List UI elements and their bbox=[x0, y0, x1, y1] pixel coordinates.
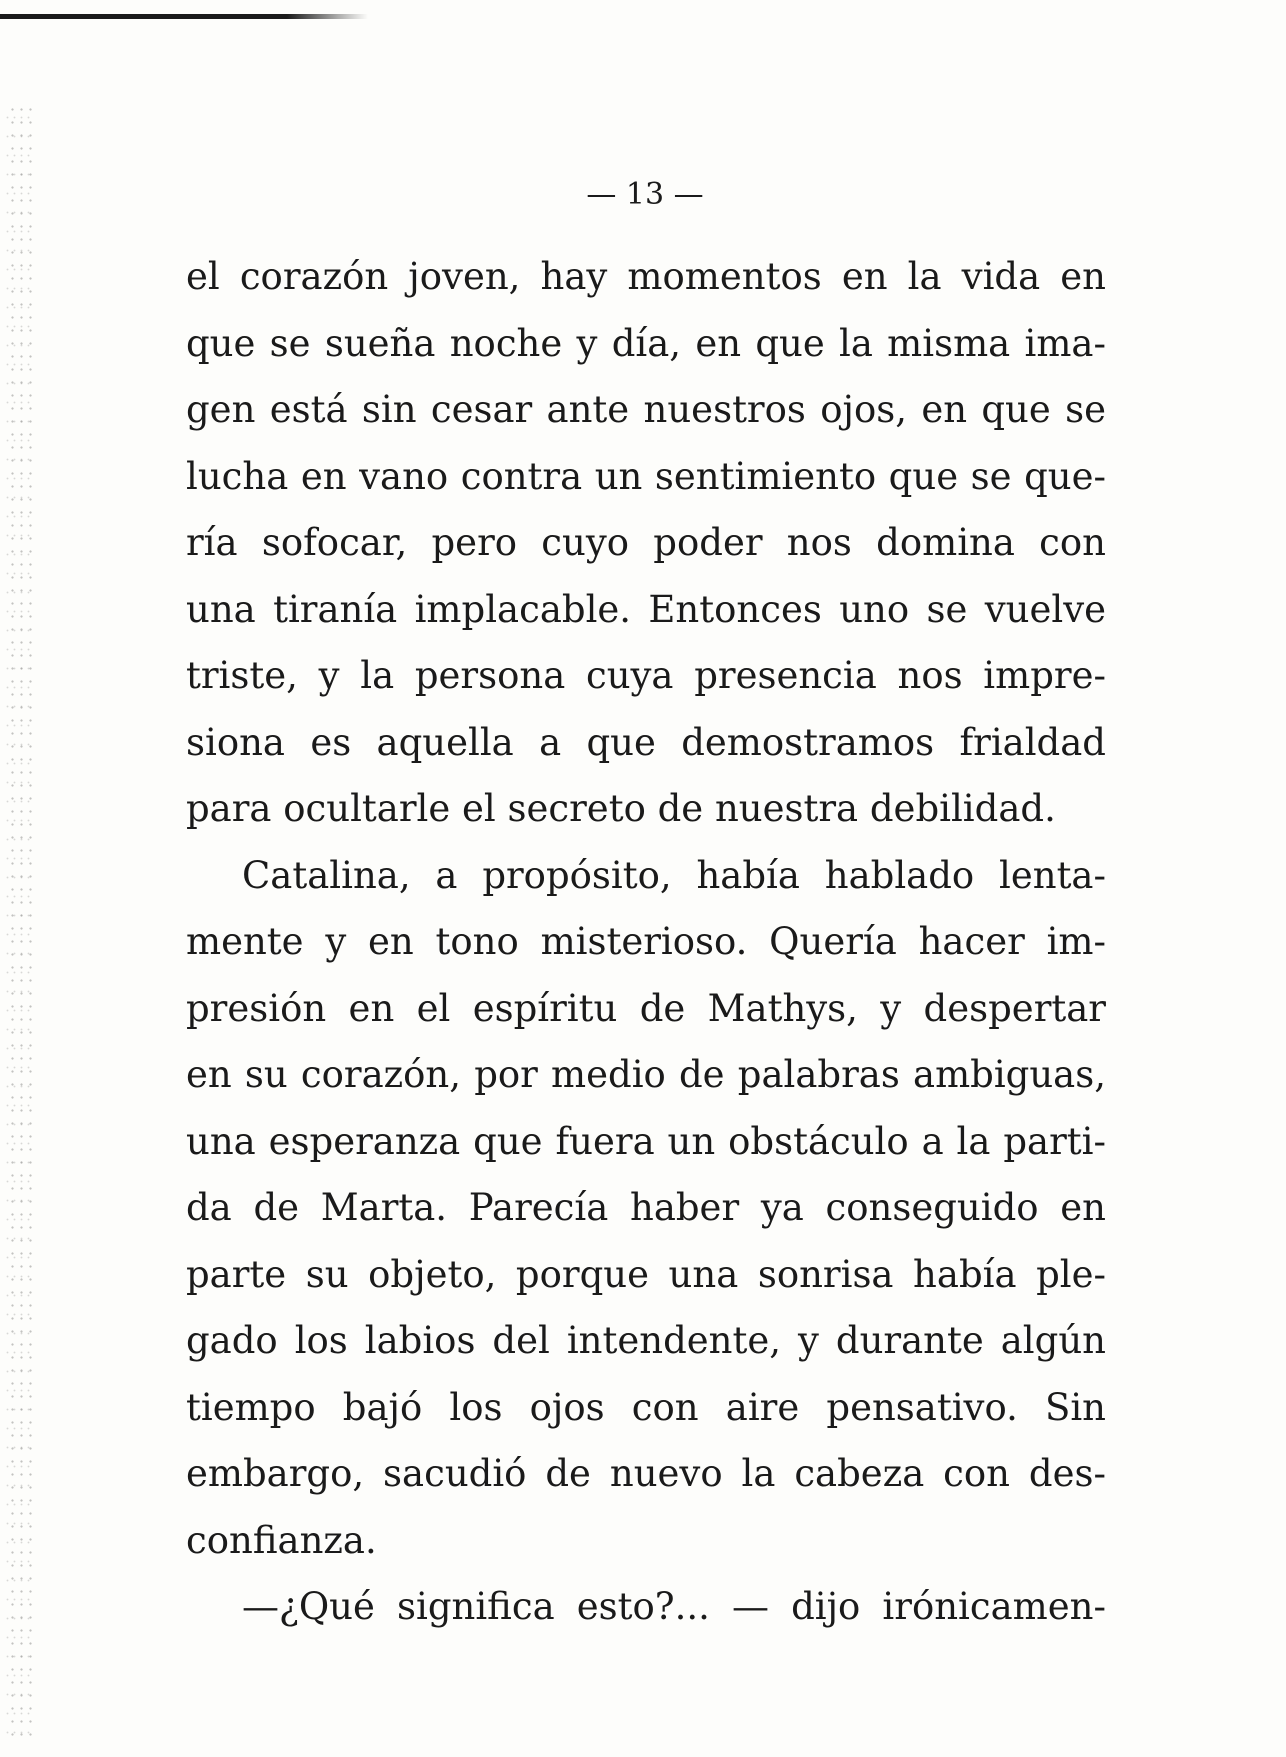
text-line: una esperanza que fuera un obstáculo a la parti- bbox=[186, 1119, 1106, 1163]
text-line: triste, y la persona cuya presencia nos impre- bbox=[186, 654, 1106, 697]
text-line: presión en el espíritu de Mathys, y despertar bbox=[186, 986, 1106, 1030]
text-line: una tiranía implacable. Entonces uno se vuelve bbox=[186, 587, 1106, 631]
top-rule-line bbox=[0, 14, 368, 19]
text-line: para ocultarle el secreto de nuestra debilidad. bbox=[186, 787, 1056, 830]
text-line: Catalina, a propósito, había hablado lenta- bbox=[242, 853, 1106, 897]
text-line: que se sueña noche y día, en que la misma ima- bbox=[186, 321, 1106, 365]
text-line: tiempo bajó los ojos con aire pensativo. Sin bbox=[186, 1385, 1106, 1429]
text-line: parte su objeto, porque una sonrisa había ple- bbox=[186, 1252, 1106, 1296]
text-line: mente y en tono misterioso. Quería hacer im- bbox=[186, 920, 1106, 963]
text-line: confianza. bbox=[186, 1518, 377, 1562]
text-line: ría sofocar, pero cuyo poder nos domina con bbox=[186, 521, 1106, 564]
text-line: gen está sin cesar ante nuestros ojos, en que se bbox=[186, 388, 1106, 431]
body-text bbox=[186, 244, 1106, 1641]
text-line: embargo, sacudió de nuevo la cabeza con des- bbox=[186, 1452, 1106, 1495]
text-line: —¿Qué significa esto?... — dijo irónicamen- bbox=[242, 1585, 1106, 1628]
text-line: el corazón joven, hay momentos en la vida en bbox=[186, 255, 1106, 298]
scan-edge-noise bbox=[6, 100, 34, 1740]
text-line: lucha en vano contra un sentimiento que se que- bbox=[186, 454, 1106, 498]
text-line: gado los labios del intendente, y durante algún bbox=[186, 1319, 1106, 1362]
text-line: da de Marta. Parecía haber ya conseguido en bbox=[186, 1186, 1106, 1229]
text-line: siona es aquella a que demostramos frialdad bbox=[186, 720, 1106, 764]
page-number: — 13 — bbox=[586, 177, 704, 212]
text-line: en su corazón, por medio de palabras ambiguas, bbox=[186, 1053, 1106, 1096]
